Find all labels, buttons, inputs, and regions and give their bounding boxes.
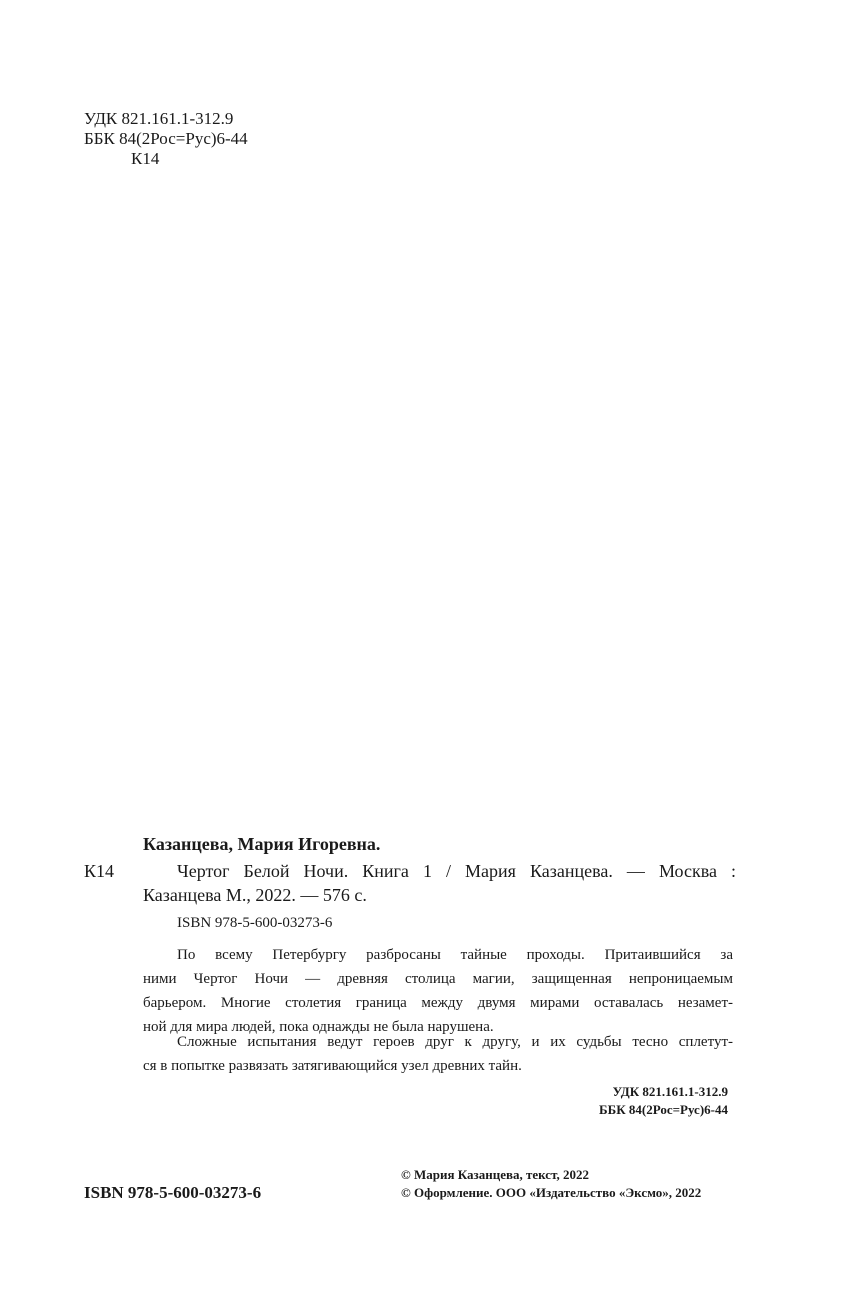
annotation-line: По всему Петербургу разбросаны тайные проходы. Притаившийся за	[177, 947, 733, 963]
annotation-line: Сложные испытания ведут героев друг к другу, и их судьбы тесно сплетут-	[177, 1034, 733, 1050]
annotation-line: ся в попытке развязать затягивающийся узел древних тайн.	[143, 1058, 522, 1074]
annotation-paragraph-1	[143, 943, 733, 1039]
top-author-code: К14	[131, 149, 160, 168]
record-author: Казанцева, Мария Игоревна.	[143, 834, 381, 854]
copyright-text: © Мария Казанцева, текст, 2022	[401, 1167, 589, 1182]
record-publisher-line: Казанцева М., 2022. — 576 с.	[143, 885, 367, 905]
record-isbn: ISBN 978-5-600-03273-6	[177, 915, 333, 931]
bottom-bbk: ББК 84(2Рос=Рус)6-44	[599, 1102, 728, 1117]
annotation-line: барьером. Многие столетия граница между двумя мирами оставалась незамет-	[143, 995, 733, 1011]
footer-isbn: ISBN 978-5-600-03273-6	[84, 1183, 262, 1202]
record-author-code: К14	[84, 861, 115, 881]
copyright-design: © Оформление. ООО «Издательство «Эксмо», 2022	[401, 1185, 702, 1200]
record-title-line: Чертог Белой Ночи. Книга 1 / Мария Казанцева. — Москва :	[177, 861, 736, 881]
annotation-line: ной для мира людей, пока однажды не была нарушена.	[143, 1019, 494, 1035]
top-udk: УДК 821.161.1-312.9	[84, 109, 234, 128]
annotation-line: ними Чертог Ночи — древняя столица магии, защищенная непроницаемым	[143, 971, 733, 987]
annotation-paragraph-2	[143, 1030, 733, 1078]
top-bbk: ББК 84(2Рос=Рус)6-44	[84, 129, 248, 148]
bottom-udk: УДК 821.161.1-312.9	[612, 1084, 728, 1099]
